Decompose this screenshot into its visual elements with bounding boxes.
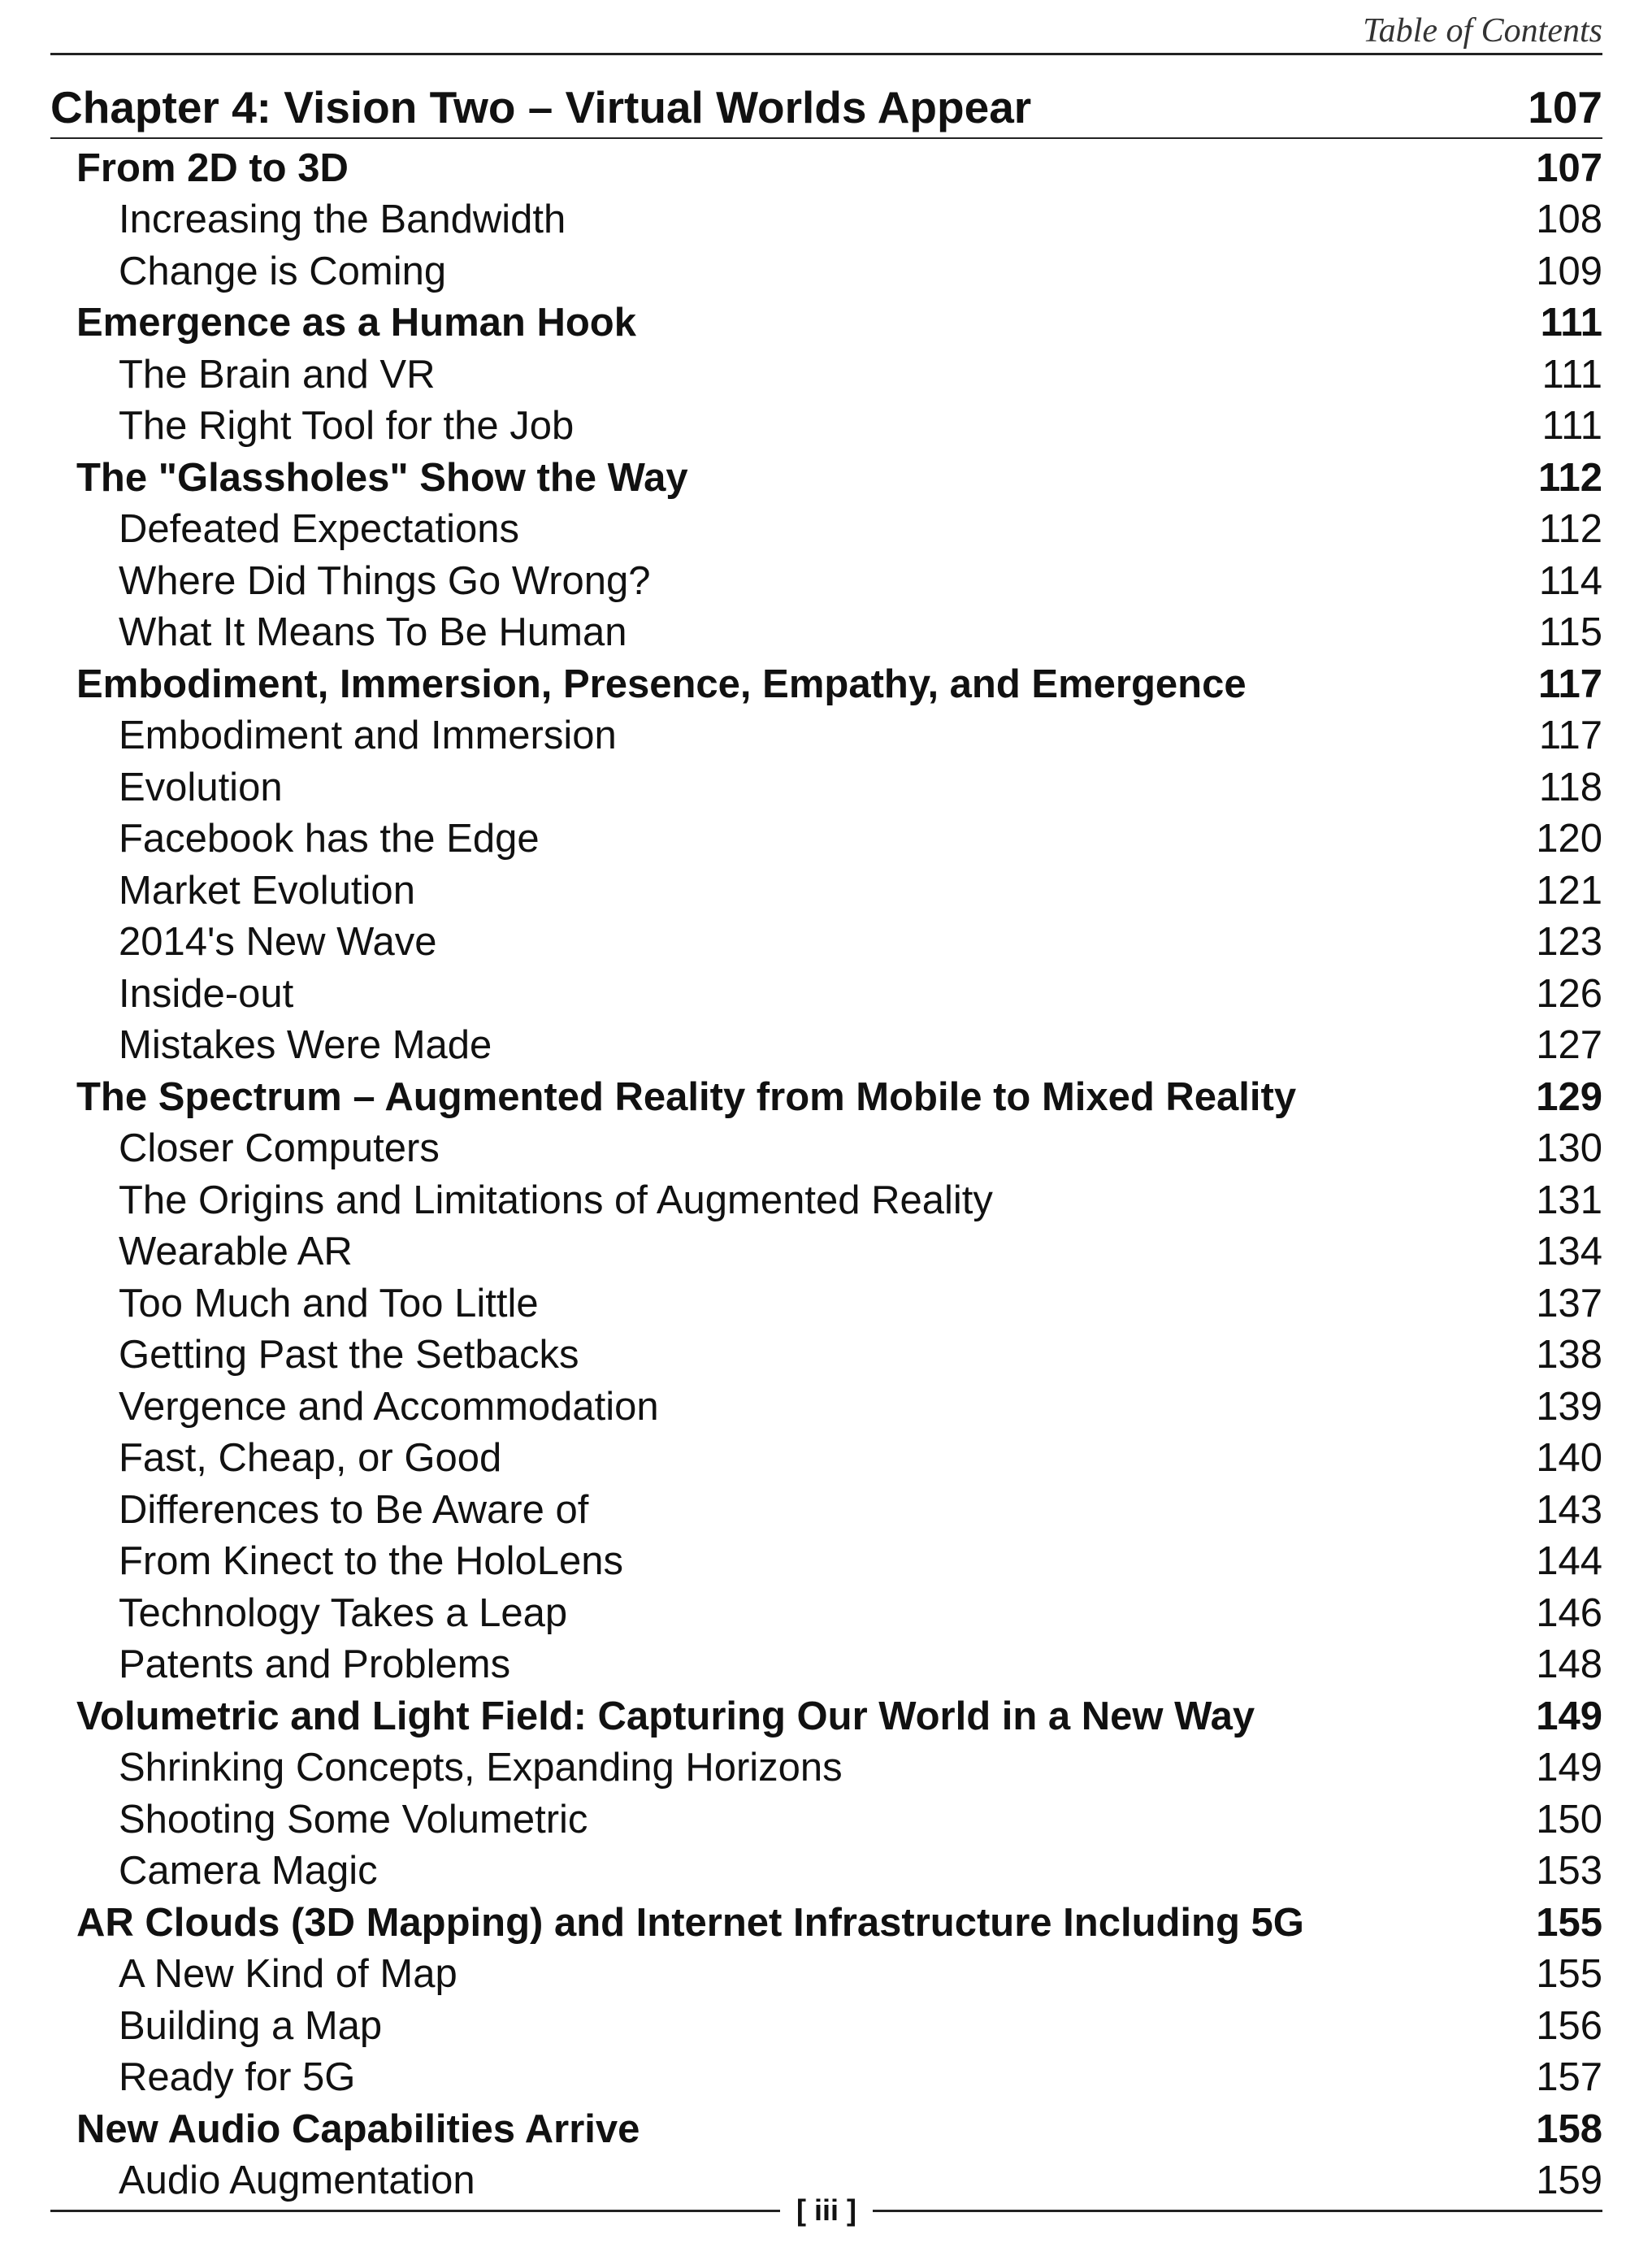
- toc-entry-title: Shrinking Concepts, Expanding Horizons: [119, 1746, 843, 1790]
- toc-section-entry[interactable]: [50, 452, 1602, 504]
- toc-subsection-entry[interactable]: [50, 1639, 1602, 1691]
- toc-entry-page-number: 112: [1537, 455, 1602, 500]
- page-number: [ iii ]: [796, 2193, 856, 2227]
- toc-subsection-entry[interactable]: [50, 917, 1602, 969]
- toc-subsection-entry[interactable]: [50, 1484, 1602, 1536]
- toc-subsection-entry[interactable]: [50, 2000, 1602, 2052]
- toc-entry-title: Technology Takes a Leap: [119, 1590, 568, 1635]
- toc-entry-page-number: 111: [1541, 404, 1602, 449]
- toc-entry-page-number: 130: [1536, 1126, 1602, 1171]
- toc-entry-title: Volumetric and Light Field: Capturing Our World in a New Way: [76, 1694, 1255, 1738]
- toc-entry-title: Wearable AR: [119, 1230, 353, 1274]
- toc-entry-title: The Spectrum – Augmented Reality from Mobile to Mixed Reality: [76, 1074, 1297, 1119]
- toc-entry-page-number: 117: [1538, 714, 1602, 758]
- toc-entry-title: Embodiment and Immersion: [119, 714, 617, 758]
- toc-entry-page-number: 138: [1536, 1333, 1602, 1377]
- toc-entry-page-number: 111: [1540, 301, 1602, 345]
- toc-entry-page-number: 143: [1536, 1487, 1602, 1532]
- page-footer: [50, 2193, 1602, 2228]
- toc-entry-title: Where Did Things Go Wrong?: [119, 558, 651, 603]
- toc-subsection-entry[interactable]: [50, 1381, 1602, 1433]
- toc-entry-page-number: 157: [1536, 2055, 1602, 2100]
- toc-subsection-entry[interactable]: [50, 1123, 1602, 1175]
- toc-subsection-entry[interactable]: [50, 349, 1602, 401]
- toc-entry-page-number: 115: [1538, 610, 1602, 655]
- toc-subsection-entry[interactable]: [50, 555, 1602, 607]
- toc-entry-title: Mistakes Were Made: [119, 1023, 492, 1068]
- running-header: Table of Contents: [50, 0, 1602, 55]
- toc-entry-page-number: 112: [1538, 507, 1602, 552]
- toc-subsection-entry[interactable]: [50, 245, 1602, 297]
- toc-subsection-entry[interactable]: [50, 401, 1602, 453]
- toc-entry-page-number: 148: [1536, 1642, 1602, 1687]
- toc-entry-page-number: 126: [1536, 971, 1602, 1016]
- toc-entry-page-number: 144: [1536, 1539, 1602, 1584]
- toc-entry-page-number: 109: [1536, 249, 1602, 293]
- toc-entry-page-number: 149: [1536, 1746, 1602, 1790]
- toc-entry-page-number: 150: [1536, 1797, 1602, 1842]
- footer-rule-right: [873, 2210, 1602, 2212]
- toc-entry-title: The Right Tool for the Job: [119, 404, 575, 449]
- toc-subsection-entry[interactable]: [50, 1949, 1602, 2001]
- toc-section-entry[interactable]: [50, 142, 1602, 194]
- toc-section-entry[interactable]: [50, 2103, 1602, 2155]
- toc-entry-title: Inside-out: [119, 971, 294, 1016]
- toc-subsection-entry[interactable]: [50, 761, 1602, 813]
- toc-entry-title: Vergence and Accommodation: [119, 1384, 659, 1429]
- toc-entry-title: Defeated Expectations: [119, 507, 520, 552]
- toc-entry-title: Change is Coming: [119, 249, 447, 293]
- toc-entry-page-number: 111: [1541, 352, 1602, 397]
- toc-entry-page-number: 155: [1536, 1952, 1602, 1997]
- toc-subsection-entry[interactable]: [50, 1742, 1602, 1794]
- toc-section-entry[interactable]: [50, 1071, 1602, 1123]
- toc-entry-title: A New Kind of Map: [119, 1952, 457, 1997]
- toc-entry-title: AR Clouds (3D Mapping) and Internet Infrastructure Including 5G: [76, 1900, 1304, 1945]
- toc-subsection-entry[interactable]: [50, 607, 1602, 659]
- toc-entry-page-number: 155: [1536, 1900, 1602, 1945]
- toc-entry-page-number: 153: [1536, 1849, 1602, 1894]
- toc-entry-title: Camera Magic: [119, 1849, 378, 1894]
- footer-rule-left: [50, 2210, 780, 2212]
- toc-subsection-entry[interactable]: [50, 1846, 1602, 1898]
- toc-subsection-entry[interactable]: [50, 194, 1602, 246]
- toc-entry-title: New Audio Capabilities Arrive: [76, 2106, 640, 2151]
- toc-section-entry[interactable]: [50, 1690, 1602, 1742]
- toc-entry-title: Market Evolution: [119, 868, 415, 913]
- toc-subsection-entry[interactable]: [50, 504, 1602, 556]
- toc-entry-title: Evolution: [119, 765, 283, 809]
- toc-entry-page-number: 107: [1536, 145, 1602, 190]
- toc-entry-title: Getting Past the Setbacks: [119, 1333, 579, 1377]
- toc-entry-title: Too Much and Too Little: [119, 1281, 539, 1325]
- chapter-heading[interactable]: [50, 77, 1602, 139]
- toc-subsection-entry[interactable]: [50, 2052, 1602, 2104]
- toc-entry-title: Building a Map: [119, 2003, 383, 2048]
- toc-entry-page-number: 146: [1536, 1590, 1602, 1635]
- toc-subsection-entry[interactable]: [50, 1587, 1602, 1639]
- toc-entry-title: Increasing the Bandwidth: [119, 197, 566, 242]
- toc-entry-page-number: 118: [1538, 765, 1602, 809]
- toc-entry-title: Audio Augmentation: [119, 2158, 475, 2203]
- toc-entry-page-number: 129: [1536, 1074, 1602, 1119]
- toc-section-entry[interactable]: [50, 297, 1602, 349]
- toc-entry-page-number: 159: [1536, 2158, 1602, 2203]
- chapter-title: Chapter 4: Vision Two – Virtual Worlds Appear: [50, 82, 1032, 132]
- toc-subsection-entry[interactable]: [50, 1020, 1602, 1072]
- toc-subsection-entry[interactable]: [50, 813, 1602, 866]
- toc-entry-title: 2014's New Wave: [119, 920, 437, 965]
- toc-entry-title: From Kinect to the HoloLens: [119, 1539, 623, 1584]
- toc-entry-page-number: 139: [1536, 1384, 1602, 1429]
- toc-entry-title: Emergence as a Human Hook: [76, 301, 636, 345]
- toc-entry-title: Fast, Cheap, or Good: [119, 1436, 502, 1481]
- toc-entry-title: The "Glassholes" Show the Way: [76, 455, 688, 500]
- toc-entry-page-number: 127: [1536, 1023, 1602, 1068]
- toc-entry-page-number: 120: [1536, 817, 1602, 861]
- toc-entry-page-number: 149: [1536, 1694, 1602, 1738]
- toc-entry-title: What It Means To Be Human: [119, 610, 627, 655]
- toc-entry-title: Ready for 5G: [119, 2055, 356, 2100]
- toc-entry-page-number: 121: [1536, 868, 1602, 913]
- toc-subsection-entry[interactable]: [50, 1174, 1602, 1226]
- toc-list: [50, 142, 1602, 2206]
- toc-entry-title: The Origins and Limitations of Augmented Reality: [119, 1178, 993, 1222]
- toc-entry-page-number: 117: [1537, 662, 1602, 706]
- toc-entry-page-number: 158: [1536, 2106, 1602, 2151]
- toc-subsection-entry[interactable]: [50, 1794, 1602, 1846]
- toc-subsection-entry[interactable]: [50, 1433, 1602, 1485]
- toc-entry-title: Shooting Some Volumetric: [119, 1797, 588, 1842]
- toc-entry-page-number: 108: [1536, 197, 1602, 242]
- toc-entry-title: Patents and Problems: [119, 1642, 511, 1687]
- toc-subsection-entry[interactable]: [50, 710, 1602, 762]
- toc-entry-page-number: 114: [1538, 558, 1602, 603]
- chapter-page-number: 107: [1528, 82, 1602, 132]
- toc-entry-page-number: 131: [1536, 1178, 1602, 1222]
- toc-entry-page-number: 140: [1536, 1436, 1602, 1481]
- toc-entry-page-number: 137: [1536, 1281, 1602, 1325]
- toc-entry-title: Embodiment, Immersion, Presence, Empathy, and Emergence: [76, 662, 1247, 706]
- toc-entry-title: Facebook has the Edge: [119, 817, 540, 861]
- toc-entry-title: Differences to Be Aware of: [119, 1487, 589, 1532]
- toc-entry-page-number: 123: [1536, 920, 1602, 965]
- toc-subsection-entry[interactable]: [50, 968, 1602, 1020]
- toc-subsection-entry[interactable]: [50, 865, 1602, 917]
- toc-entry-page-number: 156: [1536, 2003, 1602, 2048]
- toc-entry-page-number: 134: [1536, 1230, 1602, 1274]
- toc-section-entry[interactable]: [50, 658, 1602, 710]
- toc-subsection-entry[interactable]: [50, 1330, 1602, 1382]
- toc-section-entry[interactable]: [50, 1897, 1602, 1949]
- toc-entry-title: From 2D to 3D: [76, 145, 349, 190]
- toc-subsection-entry[interactable]: [50, 1278, 1602, 1330]
- toc-subsection-entry[interactable]: [50, 1536, 1602, 1588]
- toc-entry-title: Closer Computers: [119, 1126, 440, 1171]
- toc-entry-title: The Brain and VR: [119, 352, 436, 397]
- toc-subsection-entry[interactable]: [50, 1226, 1602, 1278]
